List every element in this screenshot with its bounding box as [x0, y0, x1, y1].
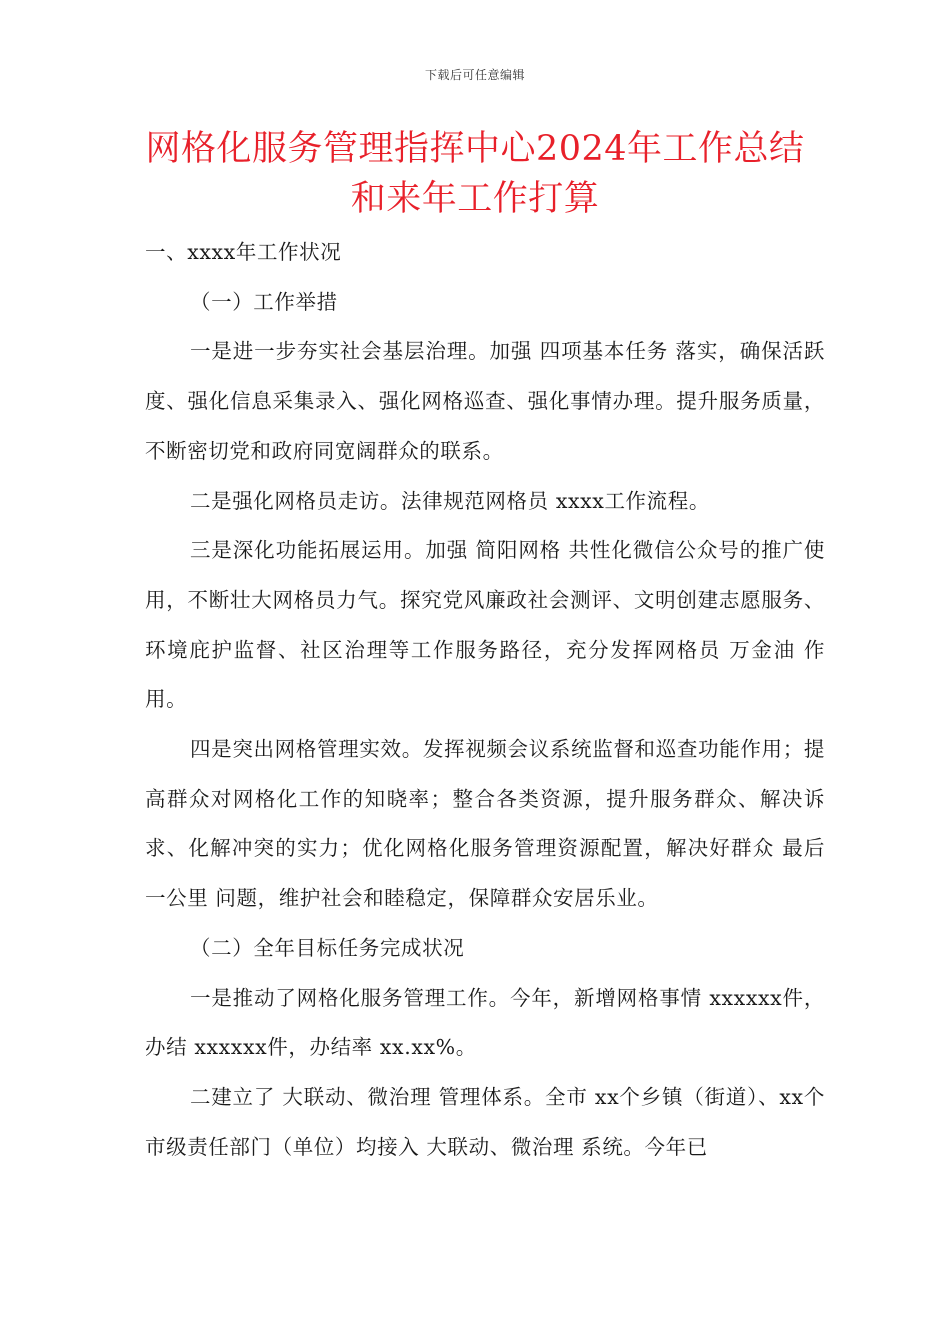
body-paragraph: 二是强化网格员走访。法律规范网格员 xxxx工作流程。	[190, 488, 710, 513]
subsection-heading: （一）工作举措	[190, 289, 338, 314]
section-heading: 一、xxxx年工作状况	[145, 240, 342, 264]
body-paragraph: 一是推动了网格化服务管理工作。今年，新增网格事情 xxxxxx件，办结 xxxxxx件，办结率 xx.xx%。	[145, 985, 825, 1060]
title-line-2: 和来年工作打算	[350, 179, 600, 219]
header-note: 下载后可任意编辑	[424, 68, 525, 82]
document-title	[120, 124, 830, 224]
title-line-1: 网格化服务管理指挥中心2024年工作总结	[145, 129, 805, 169]
body-paragraph: 四是突出网格管理实效。发挥视频会议系统监督和巡查功能作用；提高群众对网格化工作的知晓率；整合各类资源，提升服务群众、解决诉求、化解冲突的实力；优化网格化服务管理资源配置，解决好群众 最后一公里 问题，维护社会和睦稳定，保障群众安居乐业。	[145, 737, 825, 911]
body-paragraph: 三是深化功能拓展运用。加强 简阳网格 共性化微信公众号的推广使用，不断壮大网格员力气。探究党风廉政社会测评、文明创建志愿服务、环境庇护监督、社区治理等工作服务路径，充分发挥网格员 万金油 作用。	[145, 538, 825, 712]
document-body	[145, 228, 825, 1172]
body-paragraph: 二建立了 大联动、微治理 管理体系。全市 xx个乡镇（街道）、xx个市级责任部门（单位）均接入 大联动、微治理 系统。今年已	[145, 1084, 825, 1159]
body-paragraph: 一是进一步夯实社会基层治理。加强 四项基本任务 落实，确保活跃度、强化信息采集录入、强化网格巡查、强化事情办理。提升服务质量，不断密切党和政府同宽阔群众的联系。	[145, 339, 825, 463]
subsection-heading: （二）全年目标任务完成状况	[190, 935, 465, 960]
